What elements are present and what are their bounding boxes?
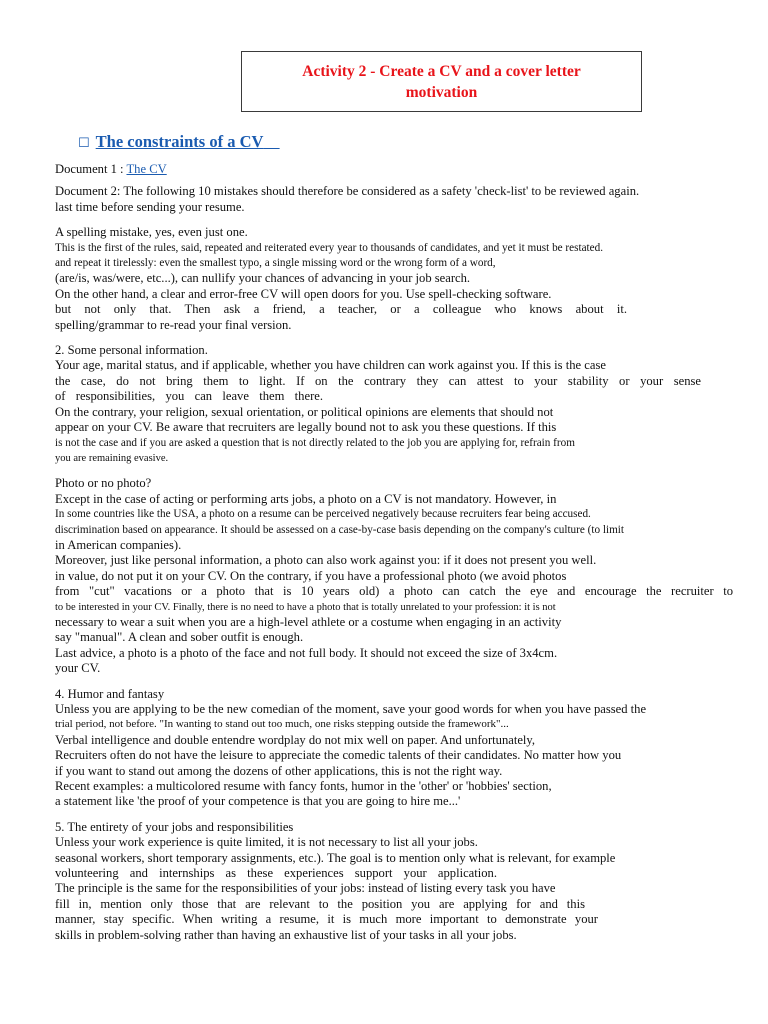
spelling-line: (are/is, was/were, etc...), can nullify your chances of advancing in your job search.	[55, 271, 471, 286]
spelling-line: This is the first of the rules, said, repeated and reiterated every year to thousands of candidates, and yet it must be restated.	[55, 241, 604, 254]
photo-line: Photo or no photo?	[55, 476, 152, 491]
personal-info-line: the case, do not bring them to light. If on the contrary they can attest to your stability or your sense	[55, 373, 701, 388]
humor-line: Unless you are applying to be the new comedian of the moment, save your good words for when you have passed the	[55, 702, 647, 716]
spelling-line: On the other hand, a clear and error-free CV will open doors for you. Use spell-checking software.	[55, 286, 552, 301]
photo-line: necessary to wear a suit when you are a high-level athlete or a costume when engaging in an activity	[55, 614, 562, 629]
humor-line: trial period, not before. "In wanting to stand out too much, one risks stepping outside the framework"...	[55, 718, 509, 731]
personal-info-line: On the contrary, your religion, sexual orientation, or political opinions are elements that should not	[55, 404, 554, 419]
humor-line: 4. Humor and fantasy	[55, 686, 165, 701]
humor-line: Recruiters often do not have the leisure to appreciate the comedic talents of their candidates. No matter how you	[55, 748, 622, 763]
document-body	[55, 162, 735, 943]
jobs-line: 5. The entirety of your jobs and responsibilities	[55, 819, 294, 834]
spelling-line: but not only that. Then ask a friend, a teacher, or a colleague who knows about it.	[55, 302, 627, 317]
jobs-line: manner, stay specific. When writing a resume, it is much more important to demonstrate your	[55, 912, 598, 927]
spelling-line: spelling/grammar to re-read your final version.	[55, 317, 292, 332]
activity-title-line2: motivation	[405, 83, 478, 101]
photo-line: from "cut" vacations or a photo that is 10 years old) a photo can catch the eye and encourage the recruiter to	[55, 584, 733, 599]
the-cv-link[interactable]: The CV	[126, 162, 167, 176]
document-1-line	[55, 162, 735, 177]
jobs-line: The principle is the same for the responsibilities of your jobs: instead of listing every task you have	[55, 881, 556, 896]
photo-line: your CV.	[55, 661, 101, 676]
photo-line: say "manual". A clean and sober outfit is enough.	[55, 630, 304, 645]
photo-line: Last advice, a photo is a photo of the face and not full body. It should not exceed the size of 3x4cm.	[55, 645, 558, 660]
humor-line: Recent examples: a multicolored resume with fancy fonts, humor in the 'other' or 'hobbies' section,	[55, 779, 552, 794]
humor-line: if you want to stand out among the dozens of other applications, this is not the right way.	[55, 763, 503, 778]
activity-title-line1: Activity 2 - Create a CV and a cover letter	[302, 62, 581, 80]
photo-line: In some countries like the USA, a photo on a resume can be perceived negatively because recruiters fear being accused.	[55, 508, 591, 521]
jobs-line: skills in problem-solving rather than having an exhaustive list of your tasks in all your jobs.	[55, 927, 517, 942]
doc2-line: last time before sending your resume.	[55, 199, 245, 214]
personal-info-line: 2. Some personal information.	[55, 343, 208, 358]
humor-line: a statement like 'the proof of your competence is that you are going to hire me...'	[55, 794, 461, 809]
personal-info-line: is not the case and if you are asked a question that is not directly related to the job you are applying for, refrain from	[55, 436, 575, 449]
photo-line: Except in the case of acting or performing arts jobs, a photo on a CV is not mandatory. However, in	[55, 491, 557, 506]
jobs-line: volunteering and internships as these experiences support your application.	[55, 866, 497, 881]
jobs-line: seasonal workers, short temporary assignments, etc.). The goal is to mention only what is relevant, for example	[55, 850, 616, 865]
photo-line: Moreover, just like personal information, a photo can also work against you: if it does not present you well.	[55, 553, 597, 568]
jobs-line: fill in, mention only those that are relevant to the position you are applying for and this	[55, 896, 585, 911]
spelling-line: A spelling mistake, yes, even just one.	[55, 225, 248, 240]
photo-line: in American companies).	[55, 537, 182, 552]
personal-info-line: of responsibilities, you can leave them there.	[55, 389, 323, 404]
spelling-line: and repeat it tirelessly: even the smallest typo, a single missing word or the wrong form of a word,	[55, 257, 496, 270]
personal-info-line: Your age, marital status, and if applicable, whether you have children can work against you. If this is the case	[55, 358, 606, 373]
personal-info-line: you are remaining evasive.	[55, 452, 169, 464]
personal-info-line: appear on your CV. Be aware that recruiters are legally bound not to ask you these questions. If this	[55, 420, 557, 435]
document-1-label: Document 1 :	[55, 162, 127, 176]
activity-title-box	[241, 51, 642, 112]
doc2-line: Document 2: The following 10 mistakes should therefore be considered as a safety 'check-list' to be reviewed again.	[55, 184, 640, 199]
section-heading	[78, 132, 280, 152]
photo-line: discrimination based on appearance. It should be assessed on a case-by-case basis depending on the company's culture (to limit	[55, 523, 624, 536]
section-heading-text: The constraints of a CV	[95, 132, 264, 151]
humor-line: Verbal intelligence and double entendre wordplay do not mix well on paper. And unfortunately,	[55, 732, 536, 747]
jobs-line: Unless your work experience is quite limited, it is not necessary to list all your jobs.	[55, 835, 478, 850]
checkbox-icon: ☐	[78, 136, 90, 151]
photo-line: to be interested in your CV. Finally, there is no need to have a photo that is totally unrelated to your profession: it is not	[55, 601, 556, 613]
photo-line: in value, do not put it on your CV. On the contrary, if you have a professional photo (we avoid photos	[55, 568, 567, 583]
